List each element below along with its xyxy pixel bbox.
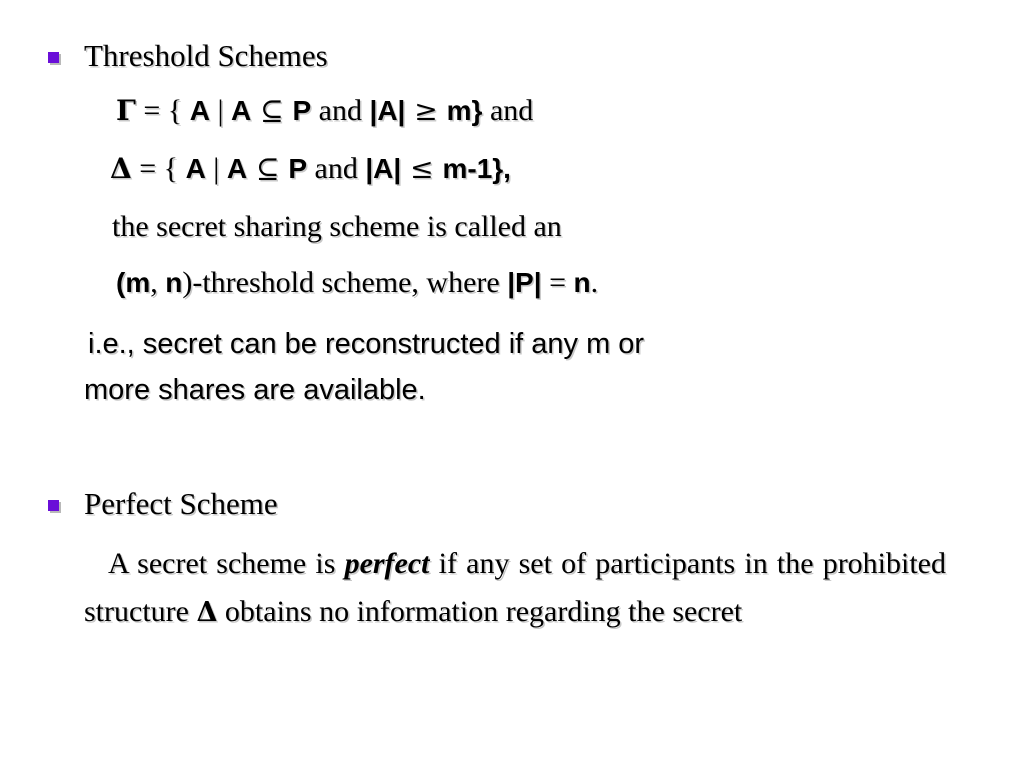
threshold-sentence-1: the secret sharing scheme is called an [112, 210, 562, 243]
bullet-marker [48, 500, 59, 511]
delta-definition: Δ = { A | A ⊆ P and |A| ≤ m-1}, [110, 152, 511, 185]
subset-symbol: ⊆ [251, 94, 293, 127]
ie-line-1: i.e., secret can be reconstructed if any m or [88, 328, 645, 360]
delta-symbol: Δ [110, 152, 132, 185]
gamma-definition: Γ = { A | A ⊆ P and |A| ≥ m} and [116, 94, 534, 127]
threshold-sentence-2: (m, n)-threshold scheme, where |P| = n. [116, 266, 599, 299]
leq-symbol: ≤ [401, 152, 443, 185]
perfect-paragraph: A secret scheme is perfect if any set of participants in the prohibited structure Δ obtains no information regarding the secret [84, 547, 946, 628]
ie-line-2: more shares are available. [84, 374, 426, 406]
delta-symbol: Δ [196, 597, 218, 628]
perfect-heading: Perfect Scheme [84, 486, 278, 521]
subset-symbol: ⊆ [247, 152, 289, 185]
bullet-marker [48, 52, 59, 63]
perfect-emphasis: perfect [344, 547, 430, 580]
threshold-heading: Threshold Schemes [84, 38, 328, 73]
gamma-symbol: Γ [116, 94, 136, 127]
geq-symbol: ≥ [405, 94, 447, 127]
